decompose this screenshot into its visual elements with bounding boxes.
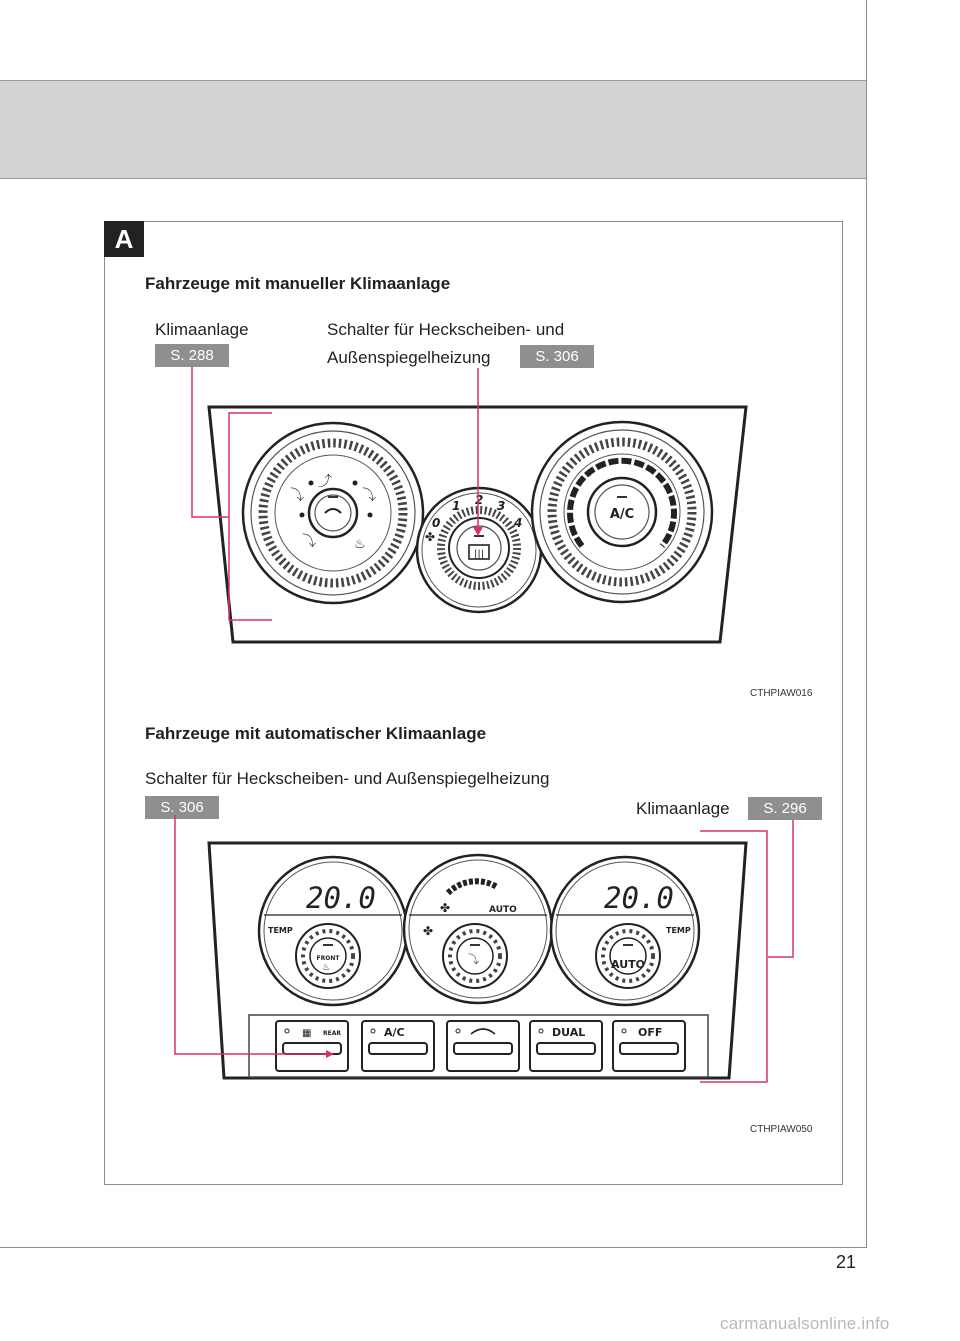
- vent-foot-icon: ⤵: [302, 534, 316, 550]
- manual-heading: Fahrzeuge mit manueller Klimaanlage: [145, 274, 451, 293]
- manual-defogger-label-line1: Schalter für Heckscheiben- und: [327, 320, 565, 339]
- auto-left-temp-label: TEMP: [268, 926, 293, 935]
- manual-defogger-label-line2: Außenspiegelheizung: [327, 348, 491, 367]
- auto-button-ac[interactable]: [362, 1021, 434, 1071]
- vent-icon: ⤵: [468, 953, 479, 966]
- fan-speed-4: 4: [514, 516, 523, 530]
- page-number: 21: [836, 1252, 857, 1272]
- auto-left-temp-display: 20.0: [306, 881, 376, 915]
- vent-foot-defrost-icon: ⤵: [362, 488, 376, 504]
- rear-defogger-icon: ▦: [302, 1028, 312, 1039]
- auto-button-dual[interactable]: [530, 1021, 602, 1071]
- defrost-icon: ♨: [354, 537, 366, 552]
- manual-ac-label: A/C: [609, 507, 635, 522]
- automatic-defogger-label: Schalter für Heckscheiben- und Außenspiegelheizung: [145, 769, 550, 788]
- svg-text:OFF: OFF: [638, 1026, 663, 1039]
- automatic-figure-code: CTHPIAW050: [750, 1124, 813, 1135]
- section-badge: A: [104, 221, 144, 257]
- automatic-defogger-ref: S. 306: [145, 796, 219, 819]
- auto-right-temp-label: TEMP: [666, 926, 691, 935]
- auto-knob-label: AUTO: [611, 958, 645, 971]
- fan-icon: ✤: [440, 901, 451, 915]
- front-defrost-icon: ♨: [322, 963, 331, 973]
- svg-text:DUAL: DUAL: [552, 1026, 586, 1039]
- auto-mode-label: AUTO: [489, 905, 517, 915]
- fan-speed-1: 1: [452, 499, 461, 513]
- front-label: FRONT: [316, 955, 340, 962]
- fan-small-icon: ✤: [423, 924, 434, 938]
- svg-text:A/C: A/C: [384, 1026, 405, 1039]
- manual-defogger-ref: S. 306: [520, 345, 594, 368]
- auto-button-rear[interactable]: [276, 1021, 348, 1071]
- rear-defogger-icon: |||: [474, 549, 485, 560]
- vent-bilevel-icon: ⤵: [290, 488, 304, 504]
- fan-speed-0: 0: [432, 516, 441, 530]
- automatic-climate-label: Klimaanlage: [636, 799, 730, 818]
- auto-button-recirculation[interactable]: [447, 1021, 519, 1071]
- svg-text:REAR: REAR: [323, 1030, 341, 1037]
- manual-climate-label: Klimaanlage: [155, 320, 249, 339]
- auto-fan-dial: [404, 855, 552, 1003]
- watermark: carmanualsonline.info: [720, 1314, 890, 1333]
- fan-speed-3: 3: [497, 499, 506, 513]
- manual-figure-code: CTHPIAW016: [750, 688, 813, 699]
- automatic-climate-ref: S. 296: [748, 797, 822, 820]
- fan-speed-2: 2: [475, 493, 484, 507]
- auto-button-off[interactable]: [613, 1021, 685, 1071]
- automatic-heading: Fahrzeuge mit automatischer Klimaanlage: [145, 724, 487, 743]
- fan-icon: ✤: [425, 530, 436, 544]
- auto-right-temp-display: 20.0: [604, 881, 674, 915]
- manual-climate-ref: S. 288: [155, 344, 229, 367]
- vent-face-icon: ⤴: [318, 474, 332, 490]
